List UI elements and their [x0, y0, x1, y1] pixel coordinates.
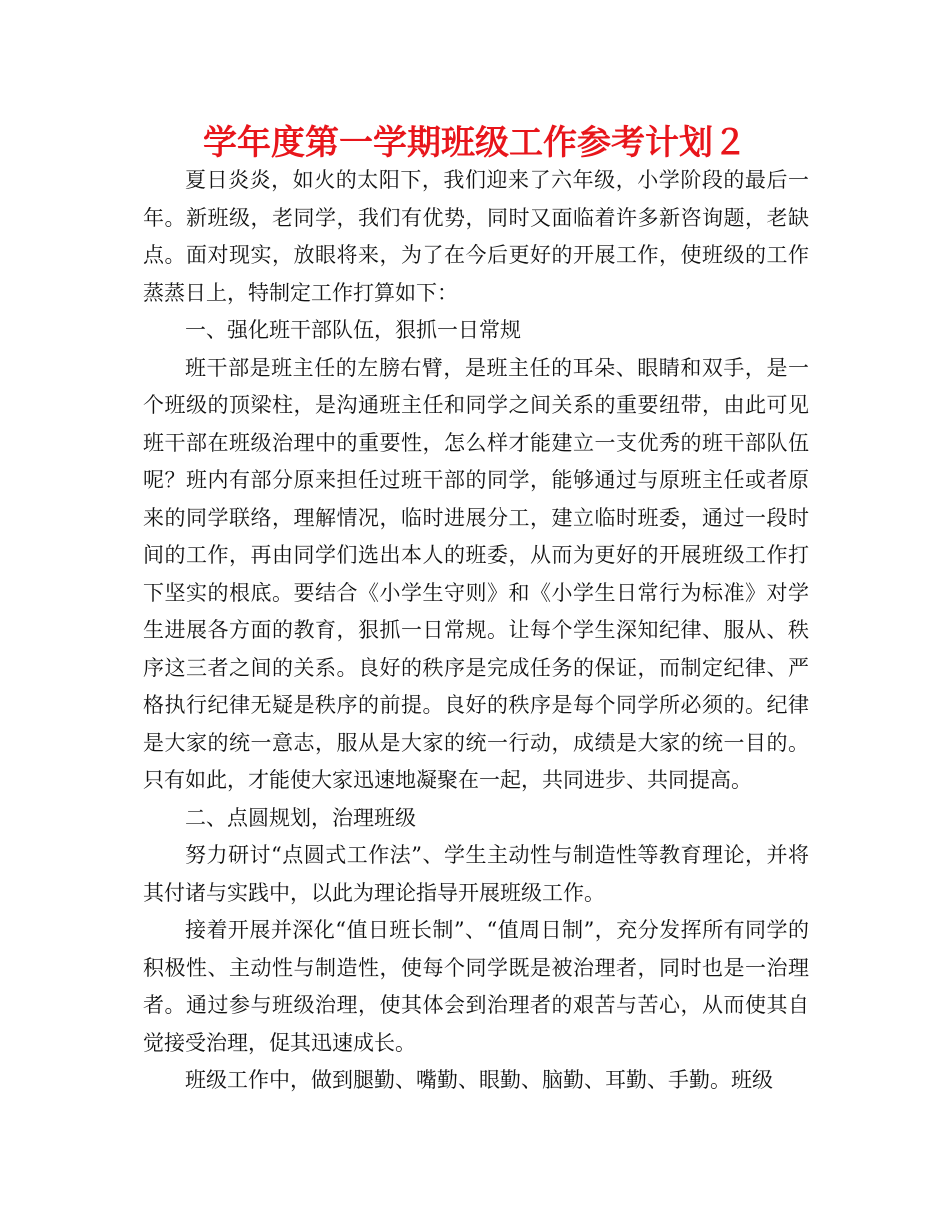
paragraph-intro: 夏日炎炎，如火的太阳下，我们迎来了六年级，小学阶段的最后一年。新班级，老同学，我们有优势，同时又面临着许多新咨询题，老缺点。面对现实，放眼将来，为了在今后更好的开展工作，使班级的工作蒸蒸日上，特制定工作打算如下：: [143, 168, 809, 305]
paragraph-section-2-c: 班级工作中，做到腿勤、嘴勤、眼勤、脑勤、耳勤、手勤。班级: [185, 1068, 773, 1092]
section-heading-2: 二、点圆规划，治理班级: [185, 805, 416, 830]
paragraph-section-2-a: 努力研讨“点圆式工作法”、学生主动性与制造性等教育理论，并将其付诸与实践中，以此为理论指导开展班级工作。: [143, 843, 809, 905]
section-heading-1: 一、强化班干部队伍，狠抓一日常规: [185, 318, 521, 342]
document-title: 学年度第一学期班级工作参考计划２: [203, 123, 747, 163]
paragraph-section-2-b: 接着开展并深化“值日班长制”、“值周日制”，充分发挥所有同学的积极性、主动性与制造性，使每个同学既是被治理者，同时也是一治理者。通过参与班级治理，使其体会到治理者的艰苦与苦心，从而使其自觉接受治理，促其迅速成长。: [143, 918, 809, 1055]
paragraph-section-1: 班干部是班主任的左膀右臂，是班主任的耳朵、眼睛和双手，是一个班级的顶梁柱，是沟通班主任和同学之间关系的重要纽带，由此可见班干部在班级治理中的重要性，怎么样才能建立一支优秀的班干部队伍呢？班内有部分原来担任过班干部的同学，能够通过与原班主任或者原来的同学联络，理解情况，临时进展分工，建立临时班委，通过一段时间的工作，再由同学们选出本人的班委，从而为更好的开展班级工作打下坚实的根底。要结合《小学生守则》和《小学生日常行为标准》对学生进展各方面的教育，狠抓一日常规。让每个学生深知纪律、服从、秩序这三者之间的关系。良好的秩序是完成任务的保证，而制定纪律、严格执行纪律无疑是秩序的前提。良好的秩序是每个同学所必须的。纪律是大家的统一意志，服从是大家的统一行动，成绩是大家的统一目的。只有如此，才能使大家迅速地凝聚在一起，共同进步、共同提高。: [143, 355, 809, 792]
document-body: [143, 162, 809, 1100]
